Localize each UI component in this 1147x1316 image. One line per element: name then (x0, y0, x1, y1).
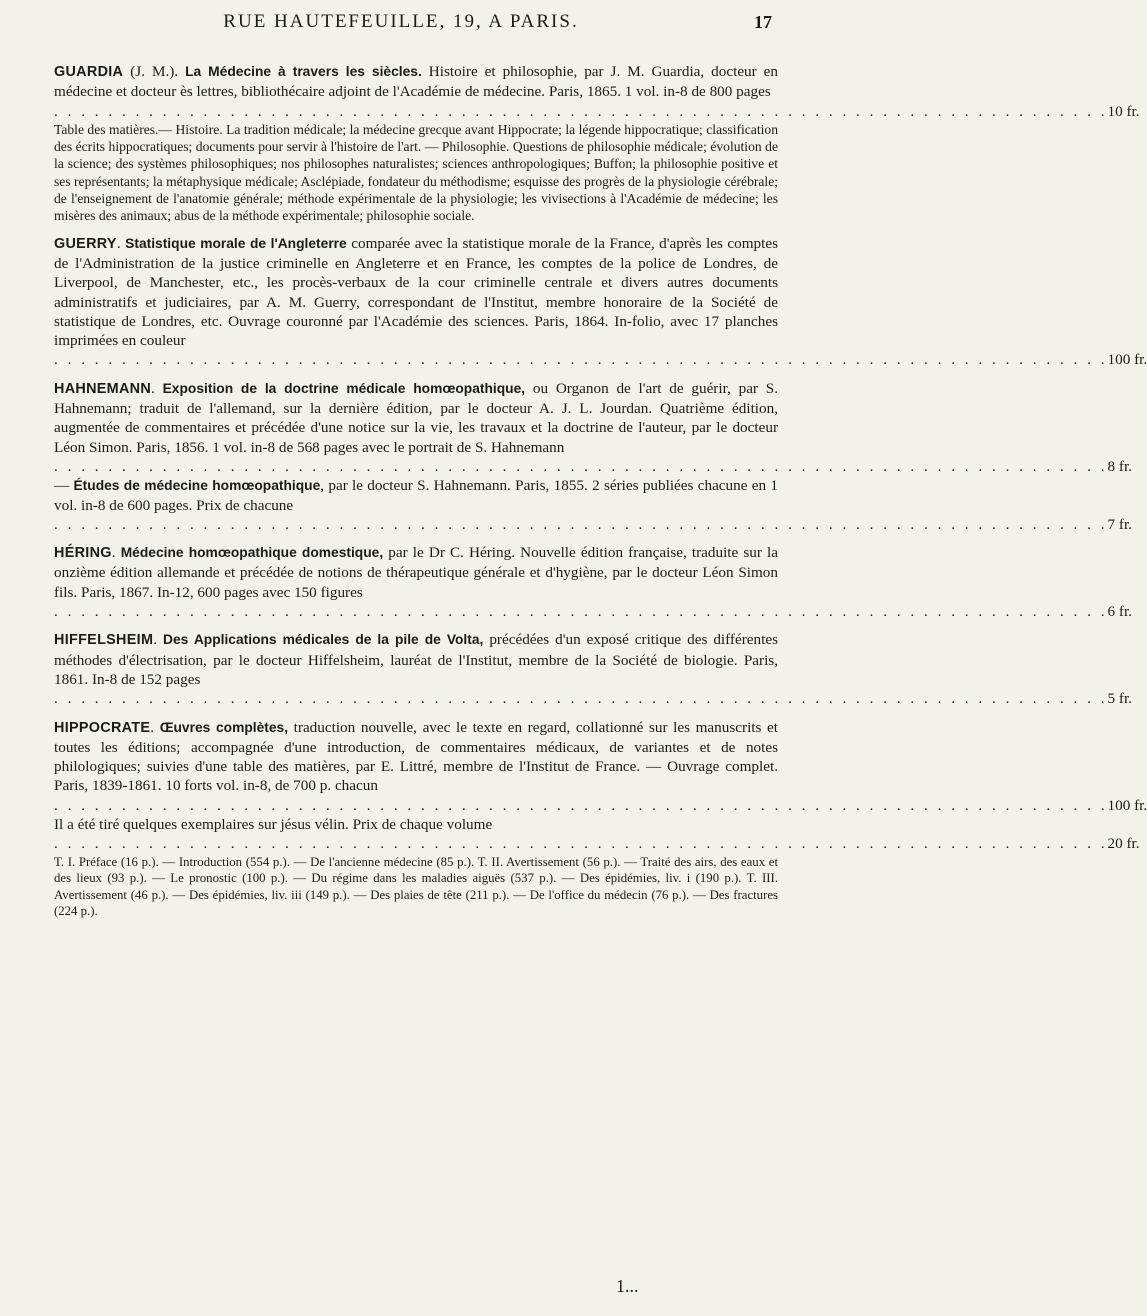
entry-work-title: Œuvres complètes, (159, 719, 289, 735)
entry-guerry (54, 234, 1147, 370)
entry-price-line: . . . . . . . . . . . . . . . . . . . . . . . . . . . . . . . . . . . . . . . . . . . . . . . . . . . . . . . . . . . . . . . . . . . . . . . . . . . . . . 8 fr. (54, 457, 1132, 475)
entry-price-line: . . . . . . . . . . . . . . . . . . . . . . . . . . . . . . . . . . . . . . . . . . . . . . . . . . . . . . . . . . . . . . . . . . . . . . . . . . . . . . 100 fr. (54, 351, 1147, 369)
entry-vellum-note: Il a été tiré quelques exemplaires sur jésus vélin. Prix de chaque volume (54, 815, 493, 833)
entry-lead: . (116, 234, 126, 252)
header-title: RUE HAUTEFEUILLE, 19, A PARIS. (223, 11, 579, 32)
entry-description: par le Dr C. Héring. Nouvelle édition française, traduite sur la onzième édition allemande et précédée de notions de thérapeutique générale et d'hygiène, par le docteur Léon Simon fils. Paris, 1867. In-12, 600 pages avec 150 figures (54, 544, 778, 601)
entry-price: 6 fr. (1107, 603, 1132, 621)
entry-price: 100 fr. (1107, 351, 1147, 369)
running-header (60, 0, 772, 44)
entry-subwork: — Études de médecine homœopathique, par le docteur S. Hahnemann. Paris, 1855. 2 séries publiées chacune en 1 vol. in-8 de 600 pages. Prix de chacune (54, 477, 778, 514)
entry-price: 8 fr. (1107, 457, 1132, 475)
entry-price-line: . . . . . . . . . . . . . . . . . . . . . . . . . . . . . . . . . . . . . . . . . . . . . . . . . . . . . . . . . . . . . . . . . . . . . . . . . . . . . . 100 fr. (54, 796, 1147, 814)
entry-subwork-title: Études de médecine homœopathique (73, 478, 321, 494)
entry-subwork-price: 7 fr. (1107, 515, 1132, 533)
entry-description: Histoire et philosophie, par J. M. Guardia, docteur en médecine et docteur ès lettres, bibliothécaire adjoint de l'Académie de médecine. Paris, 1865. 1 vol. in-8 de 800 pages (54, 63, 779, 101)
entry-price-line: . . . . . . . . . . . . . . . . . . . . . . . . . . . . . . . . . . . . . . . . . . . . . . . . . . . . . . . . . . . . . . . . . . . . . . . . . . . . . . 10 fr. (54, 102, 1140, 120)
page-number: 17 (754, 11, 772, 32)
entry-description: traduction nouvelle, avec le texte en regard, collationné sur les manuscrits et toutes les éditions; accompagnée d'une introduction, de commentaires médicaux, de variantes et de notes philologiques; suivies d'une table des matières, par E. Littré, membre de l'Institut de France. — Ouvrage complet. Paris, 1839-1861. 10 forts vol. in-8, de 700 p. chacun (54, 718, 778, 795)
entry-description: précédées d'un exposé critique des différentes méthodes d'électrisation, par le docteur Hiffelsheim, lauréat de l'Institut, membre de la Société de biologie. Paris, 1861. In-8 de 152 pages (54, 631, 778, 688)
entry-subwork-price-line: . . . . . . . . . . . . . . . . . . . . . . . . . . . . . . . . . . . . . . . . . . . . . . . . . . . . . . . . . . . . . . . . . . . . . . . . . . . . . . 7 fr. (54, 515, 1132, 533)
signature-mark: 1... (616, 1276, 639, 1296)
entry-lead: . (150, 718, 160, 736)
entry-volume-contents: T. I. Préface (16 p.). — Introduction (554 p.). — De l'ancienne médecine (85 p.). T. II. Avertissement (56 p.). — Traité des airs, des eaux et des lieux (93 p.). — Le pronostic (100 p.). — Du régime dans les maladies aiguës (537 p.). — Des épidémies, liv. i (190 p.). T. III. Avertissement (46 p.). — Des épidémies, liv. iii (149 p.). — Des plaies de tête (211 p.). — De l'office du médecin (76 p.). — Des fractures (224 p.). (54, 854, 778, 919)
entry-lead: . (151, 379, 163, 397)
entry-work-title: Exposition de la doctrine médicale homœopathique, (162, 380, 526, 396)
entry-description: comparée avec la statistique morale de la France, d'après les comptes de l'Administration de la justice criminelle en Angleterre et en France, les comptes de la police de Londres, de Liverpool, de Manchester, etc., les procès-verbaux de la cour criminelle centrale et divers autres documents administratifs et judiciaires, par A. M. Guerry, correspondant de l'Institut, membre honoraire de la Société de statistique de Londres, etc. Ouvrage couronné par l'Académie des sciences. Paris, 1864. In-folio, avec 17 planches imprimées en couleur (54, 234, 779, 350)
entry-hippocrate (54, 718, 1147, 920)
entry-author: GUARDIA (54, 64, 124, 80)
entry-author: HIPPOCRATE (54, 719, 151, 736)
entry-table-of-contents: Table des matières.— Histoire. La tradition médicale; la médecine grecque avant Hippocrate; la légende hippocratique; classification des écrits hippocratiques; documents pour servir à l'histoire de l'art. — Philosophie. Questions de philosophie médicale; évolution de la science; des systèmes philosophiques; nos philosophes naturalistes; sciences anthropologiques; Buffon; la philosophie positive et ses représentants; la métaphysique médicale; Asclépiade, fondateur du méthodisme; esquisse des progrès de la physiologie cérébrale; de l'enseignement de l'anatomie générale; méthode expérimentale de la physiologie; les vivisections à l'Académie de médecine; les misères des animaux; abus de la méthode expérimentale; philosophie sociale. (54, 121, 779, 224)
entry-author: HAHNEMANN (54, 380, 152, 397)
entry-work-title: Des Applications médicales de la pile de Volta, (163, 632, 484, 648)
entry-subwork-description: , par le docteur S. Hahnemann. Paris, 1855. 2 séries publiées chacune en 1 vol. in-8 de 600 pages. Prix de chacune (54, 477, 778, 514)
entry-hering (54, 543, 1132, 621)
entry-lead: . (153, 631, 164, 649)
entry-lead: (J. M.). (123, 63, 186, 80)
entry-price: 100 fr. (1107, 796, 1147, 814)
entry-price: 10 fr. (1107, 102, 1140, 120)
entry-author: HIFFELSHEIM (54, 632, 154, 649)
entry-author: HÉRING (54, 545, 112, 562)
entry-work-title: Médecine homœopathique domestique, (120, 545, 384, 561)
entry-description: ou Organon de l'art de guérir, par S. Hahnemann; traduit de l'allemand, sur la dernière édition, par le docteur A. J. L. Jourdan. Quatrième édition, augmentée de commentaires et précédée d'une notice sur la vie, les travaux et la doctrine de l'auteur, par le docteur Léon Simon. Paris, 1856. 1 vol. in-8 de 568 pages avec le portrait de S. Hahnemann (54, 379, 778, 456)
entry-guardia (54, 62, 1140, 225)
entry-vellum-price: 20 fr. (1107, 835, 1140, 853)
entry-work-title: Statistique morale de l'Angleterre (125, 235, 347, 251)
entry-price-line: . . . . . . . . . . . . . . . . . . . . . . . . . . . . . . . . . . . . . . . . . . . . . . . . . . . . . . . . . . . . . . . . . . . . . . . . . . . . . . 6 fr. (54, 603, 1132, 621)
entry-price-line: . . . . . . . . . . . . . . . . . . . . . . . . . . . . . . . . . . . . . . . . . . . . . . . . . . . . . . . . . . . . . . . . . . . . . . . . . . . . . . 5 fr. (54, 690, 1132, 708)
catalog-content (54, 62, 1147, 929)
entry-lead: . (111, 544, 121, 562)
entry-hiffelsheim (54, 630, 1132, 708)
entry-work-title: La Médecine à travers les siècles. (185, 64, 422, 79)
entry-hahnemann (54, 379, 1132, 534)
entry-vellum-price-line: . . . . . . . . . . . . . . . . . . . . . . . . . . . . . . . . . . . . . . . . . . . . . . . . . . . . . . . . . . . . . . . . . . . . . . . . . . . . . . 20 fr. (54, 835, 1140, 853)
entry-price: 5 fr. (1107, 690, 1132, 708)
entry-author: GUERRY (54, 235, 117, 252)
